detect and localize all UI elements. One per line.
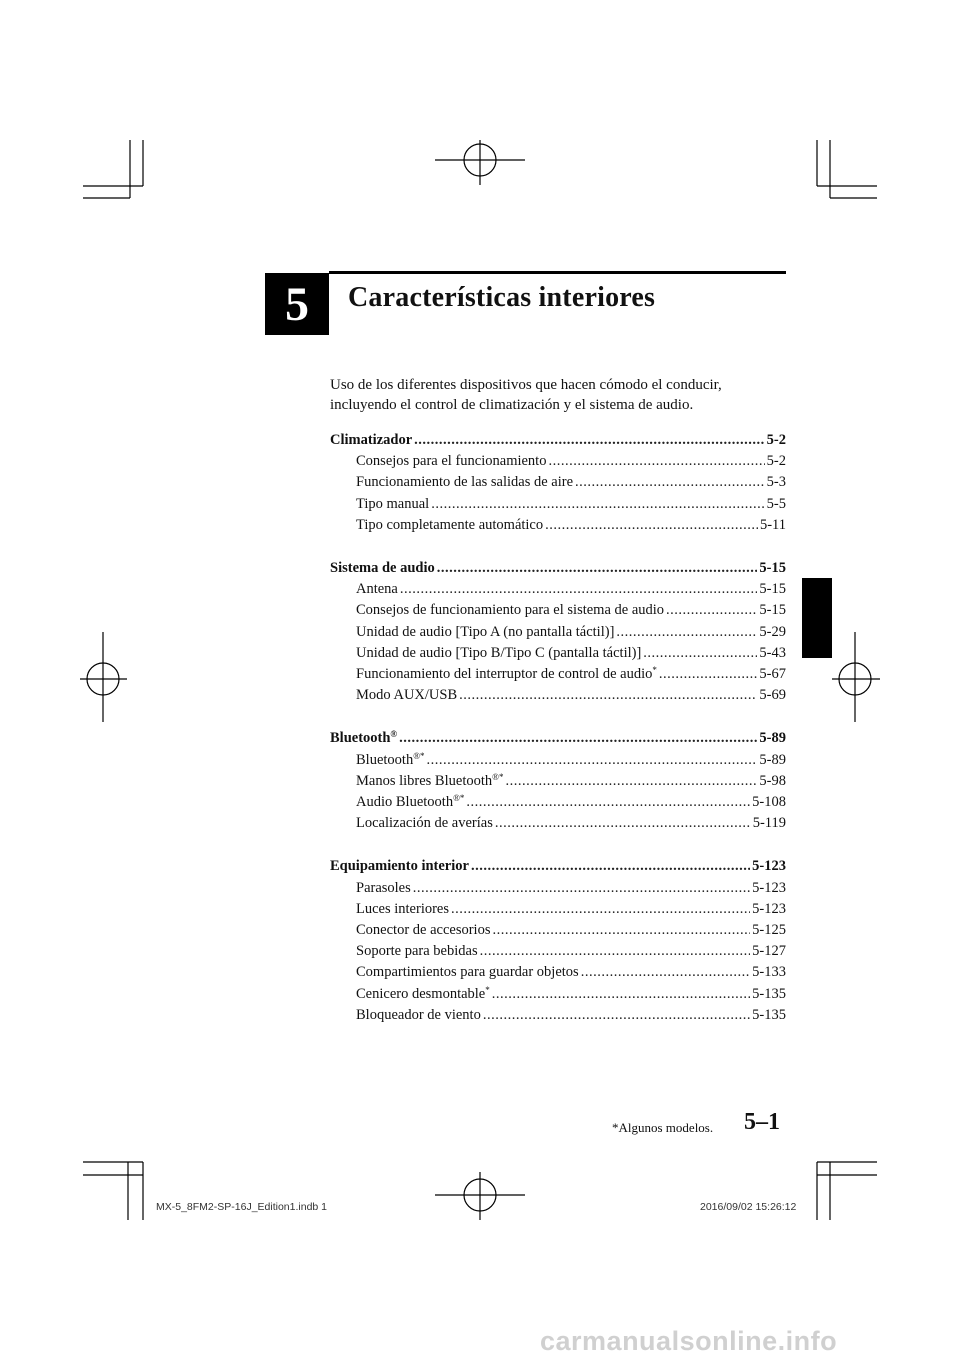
toc-entry-label bbox=[356, 472, 573, 493]
toc-page-ref: 5-89 bbox=[759, 751, 786, 768]
toc-page-ref: 5-123 bbox=[752, 858, 786, 875]
toc-page-ref: 5-123 bbox=[752, 879, 786, 896]
chapter-number: 5 bbox=[265, 273, 329, 335]
intro-line: incluyendo el control de climatización y el sistema de audio. bbox=[330, 397, 694, 413]
toc-entry-text: Audio Bluetooth bbox=[356, 794, 454, 811]
toc-entry-label bbox=[356, 792, 464, 813]
toc-entry[interactable] bbox=[330, 920, 786, 941]
title-rule bbox=[329, 271, 786, 274]
toc-entry-text: Funcionamiento de las salidas de aire bbox=[356, 474, 574, 491]
toc-entry-label bbox=[356, 771, 503, 792]
dot-leader bbox=[659, 664, 758, 685]
toc-entry-label bbox=[356, 920, 490, 941]
toc-entry-label bbox=[356, 600, 664, 621]
toc-page-ref: 5-3 bbox=[766, 474, 786, 491]
toc-entry[interactable] bbox=[330, 685, 786, 706]
toc-entry[interactable] bbox=[330, 494, 786, 515]
toc-page-ref: 5-108 bbox=[752, 794, 786, 811]
toc-page-ref: 5-123 bbox=[752, 900, 786, 917]
toc-entry-label bbox=[356, 622, 614, 643]
toc-entry[interactable] bbox=[330, 643, 786, 664]
toc-page-ref: 5-67 bbox=[759, 666, 786, 683]
dot-leader bbox=[431, 494, 764, 515]
toc-entry-label bbox=[356, 984, 490, 1005]
toc-page-ref: 5-5 bbox=[766, 495, 786, 512]
toc-entry-text: Luces interiores bbox=[356, 900, 450, 917]
dot-leader bbox=[459, 685, 757, 706]
toc-entry[interactable] bbox=[330, 771, 786, 792]
toc-page-ref: 5-127 bbox=[752, 943, 786, 960]
toc-entry-superscript: * bbox=[485, 984, 490, 995]
toc-section-entry[interactable] bbox=[330, 728, 786, 749]
toc-entry-superscript: ®* bbox=[413, 750, 425, 761]
toc-entry-label bbox=[330, 728, 397, 749]
toc-entry-text: Consejos para el funcionamiento bbox=[356, 453, 547, 470]
toc-section-entry[interactable] bbox=[330, 430, 786, 451]
toc-page-ref: 5-15 bbox=[759, 560, 786, 577]
dot-leader bbox=[545, 515, 758, 536]
toc-entry-label bbox=[356, 685, 457, 706]
dot-leader bbox=[451, 899, 750, 920]
footnote: *Algunos modelos. bbox=[612, 1120, 714, 1135]
toc-page-ref: 5-2 bbox=[766, 432, 786, 448]
print-timestamp: 2016/09/02 15:26:12 bbox=[700, 1201, 797, 1213]
toc-entry[interactable] bbox=[330, 600, 786, 621]
toc-entry-label bbox=[356, 899, 449, 920]
dot-leader bbox=[427, 750, 758, 771]
toc-page-ref: 5-89 bbox=[759, 730, 786, 747]
toc-entry[interactable] bbox=[330, 792, 786, 813]
toc-entry-label bbox=[356, 878, 411, 899]
toc-page-ref: 5-43 bbox=[759, 644, 786, 661]
toc-entry-superscript: ®* bbox=[453, 793, 465, 804]
toc-section bbox=[330, 430, 786, 536]
toc-entry-text: Funcionamiento del interruptor de control de audio bbox=[356, 666, 653, 683]
toc-entry[interactable] bbox=[330, 962, 786, 983]
toc-entry-text: Cenicero desmontable bbox=[356, 985, 486, 1002]
dot-leader bbox=[575, 472, 765, 493]
toc-page-ref: 5-2 bbox=[766, 453, 786, 470]
toc-entry-superscript: ®* bbox=[492, 771, 504, 782]
toc-entry-label bbox=[356, 515, 543, 536]
dot-leader bbox=[471, 856, 750, 877]
toc-page-ref: 5-98 bbox=[759, 772, 786, 789]
toc-entry[interactable] bbox=[330, 878, 786, 899]
chapter-intro bbox=[330, 375, 800, 415]
toc-entry-text: Sistema de audio bbox=[330, 560, 435, 577]
toc-entry-label bbox=[356, 1005, 481, 1026]
dot-leader bbox=[466, 792, 750, 813]
table-of-contents bbox=[330, 430, 786, 1048]
dot-leader bbox=[437, 558, 758, 579]
toc-page-ref: 5-69 bbox=[759, 687, 786, 704]
dot-leader bbox=[616, 622, 757, 643]
toc-section-entry[interactable] bbox=[330, 856, 786, 877]
toc-entry-text: Unidad de audio [Tipo B/Tipo C (pantalla táctil)] bbox=[356, 644, 642, 661]
toc-entry-text: Tipo manual bbox=[356, 495, 430, 512]
dot-leader bbox=[643, 643, 757, 664]
dot-leader bbox=[505, 771, 757, 792]
toc-entry-label bbox=[356, 494, 429, 515]
dot-leader bbox=[581, 962, 750, 983]
dot-leader bbox=[483, 1005, 750, 1026]
toc-entry-label bbox=[330, 558, 435, 579]
toc-section bbox=[330, 728, 786, 834]
toc-entry-text: Antena bbox=[356, 581, 398, 598]
toc-entry-text: Bloqueador de viento bbox=[356, 1006, 481, 1023]
toc-entry[interactable] bbox=[330, 941, 786, 962]
toc-entry-label bbox=[356, 962, 579, 983]
toc-page-ref: 5-29 bbox=[759, 623, 786, 640]
dot-leader bbox=[495, 813, 751, 834]
watermark: carmanualsonline.info bbox=[540, 1326, 838, 1356]
toc-entry[interactable] bbox=[330, 451, 786, 472]
toc-entry-text: Bluetooth bbox=[330, 730, 391, 747]
toc-entry-text: Bluetooth bbox=[356, 751, 414, 768]
page-number: 5–1 bbox=[744, 1109, 780, 1135]
toc-entry-text: Parasoles bbox=[356, 879, 411, 896]
dot-leader bbox=[666, 600, 757, 621]
toc-entry-label bbox=[356, 579, 398, 600]
chapter-side-tab bbox=[802, 578, 832, 658]
dot-leader bbox=[400, 579, 758, 600]
toc-entry[interactable] bbox=[330, 472, 786, 493]
toc-entry-label bbox=[356, 451, 546, 472]
toc-entry[interactable] bbox=[330, 664, 786, 685]
toc-entry-text: Modo AUX/USB bbox=[356, 687, 458, 704]
toc-entry-superscript: ® bbox=[390, 729, 398, 740]
toc-entry-label bbox=[356, 813, 493, 834]
toc-entry[interactable] bbox=[330, 750, 786, 771]
toc-entry-text: Equipamiento interior bbox=[330, 858, 469, 875]
toc-page-ref: 5-15 bbox=[759, 602, 786, 619]
intro-line: Uso de los diferentes dispositivos que hacen cómodo el conducir, bbox=[330, 377, 722, 393]
toc-entry-label bbox=[330, 430, 412, 451]
toc-entry-text: Conector de accesorios bbox=[356, 922, 491, 939]
dot-leader bbox=[548, 451, 764, 472]
toc-page-ref: 5-11 bbox=[759, 516, 786, 533]
toc-entry-text: Unidad de audio [Tipo A (no pantalla táctil)] bbox=[356, 623, 615, 640]
toc-section bbox=[330, 558, 786, 706]
toc-page-ref: 5-119 bbox=[752, 815, 786, 832]
dot-leader bbox=[399, 728, 757, 749]
dot-leader bbox=[492, 920, 750, 941]
toc-entry-text: Consejos de funcionamiento para el sistema de audio bbox=[356, 602, 665, 619]
dot-leader bbox=[480, 941, 751, 962]
toc-entry[interactable] bbox=[330, 813, 786, 834]
toc-page-ref: 5-135 bbox=[752, 1006, 786, 1023]
dot-leader bbox=[413, 878, 750, 899]
toc-entry-text: Compartimientos para guardar objetos bbox=[356, 964, 579, 981]
dot-leader bbox=[414, 430, 765, 451]
chapter-title: Características interiores bbox=[348, 282, 656, 313]
toc-entry-label bbox=[330, 856, 469, 877]
toc-page-ref: 5-133 bbox=[752, 964, 786, 981]
toc-section-entry[interactable] bbox=[330, 558, 786, 579]
toc-entry-text: Localización de averías bbox=[356, 815, 493, 832]
toc-entry-label bbox=[356, 750, 425, 771]
toc-page-ref: 5-125 bbox=[752, 922, 786, 939]
toc-page-ref: 5-135 bbox=[752, 985, 786, 1002]
toc-page-ref: 5-15 bbox=[759, 581, 786, 598]
toc-entry-text: Tipo completamente automático bbox=[356, 516, 544, 533]
print-file-slug: MX-5_8FM2-SP-16J_Edition1.indb 1 bbox=[156, 1201, 328, 1213]
toc-entry[interactable] bbox=[330, 1005, 786, 1026]
toc-entry-label bbox=[356, 643, 641, 664]
toc-entry[interactable] bbox=[330, 899, 786, 920]
toc-entry[interactable] bbox=[330, 984, 786, 1005]
toc-entry[interactable] bbox=[330, 622, 786, 643]
dot-leader bbox=[492, 984, 750, 1005]
toc-entry-text: Manos libres Bluetooth bbox=[356, 772, 493, 789]
toc-entry[interactable] bbox=[330, 579, 786, 600]
toc-entry-text: Climatizador bbox=[330, 432, 413, 448]
toc-entry[interactable] bbox=[330, 515, 786, 536]
toc-entry-superscript: * bbox=[652, 665, 657, 676]
toc-entry-label bbox=[356, 664, 657, 685]
toc-entry-text: Soporte para bebidas bbox=[356, 943, 478, 960]
toc-entry-label bbox=[356, 941, 478, 962]
toc-section bbox=[330, 856, 786, 1026]
